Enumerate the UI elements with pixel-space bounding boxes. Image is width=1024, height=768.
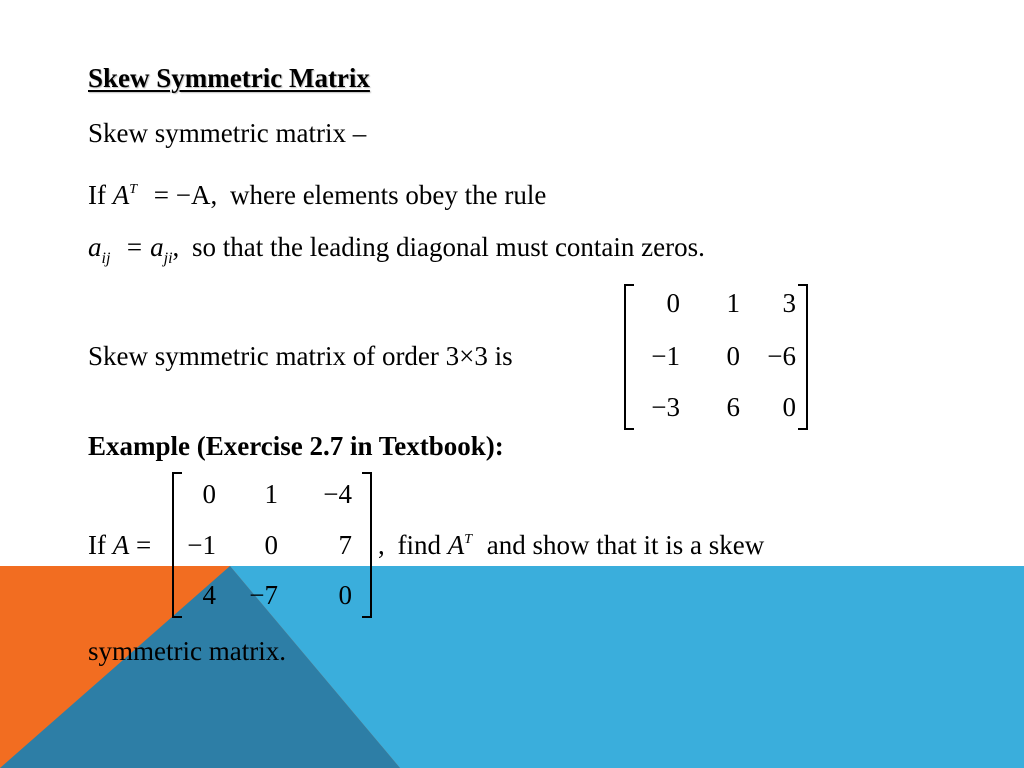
subscript-ij: ij	[101, 250, 111, 267]
matrix-cell: 0	[264, 530, 278, 560]
example-transpose-symbol: A	[447, 530, 465, 560]
example-if-word: If	[88, 530, 106, 560]
rule-comma: ,	[172, 232, 180, 262]
matrix-cell: 4	[202, 580, 216, 610]
matrix-cell: −6	[767, 341, 796, 371]
element-a: a	[88, 232, 102, 262]
rule-text: where elements obey the rule	[229, 180, 547, 210]
example-transpose-superscript: T	[464, 532, 473, 547]
example-comma: ,	[378, 530, 385, 560]
skew-matrix-3x3	[624, 284, 808, 430]
matrix-cell: −1	[651, 341, 680, 371]
example-equals: =	[135, 530, 152, 560]
matrix-left-bracket	[624, 284, 634, 430]
example-last-line: symmetric matrix.	[88, 636, 286, 666]
matrix-cell: 0	[338, 580, 352, 610]
matrix-cell: 0	[782, 392, 796, 422]
matrix-cell: −4	[323, 479, 352, 509]
subscript-ji: ji	[163, 250, 173, 267]
matrix-cell: 3	[782, 288, 796, 318]
matrix-cell: 1	[726, 288, 740, 318]
example-matrix-right-bracket	[362, 472, 372, 618]
find-word: find	[397, 530, 441, 560]
matrix-cell: 6	[726, 392, 740, 422]
element-equals: = a	[125, 232, 164, 262]
matrix-cell: 0	[726, 341, 740, 371]
diagonal-text: so that the leading diagonal must contain zeros.	[192, 232, 705, 262]
matrix-cell: 1	[264, 479, 278, 509]
matrix-right-bracket	[798, 284, 808, 430]
element-rule-line	[88, 232, 705, 267]
example-if	[88, 530, 151, 560]
example-matrix-symbol: A	[112, 530, 130, 560]
matrix-cell: 0	[666, 288, 680, 318]
matrix-cell: 0	[202, 479, 216, 509]
matrix-cell: 7	[338, 530, 352, 560]
negation-relation: = −A,	[153, 180, 218, 210]
transpose-superscript: T	[129, 182, 138, 197]
slide-title: Skew Symmetric Matrix	[88, 63, 370, 93]
example-heading: Example (Exercise 2.7 in Textbook):	[88, 431, 504, 461]
if-word: If	[88, 180, 106, 210]
matrix-cell: −3	[651, 392, 680, 422]
matrix-cell: −7	[249, 580, 278, 610]
matrix-symbol: A	[112, 180, 130, 210]
order-line: Skew symmetric matrix of order 3×3 is	[88, 341, 513, 371]
definition-line: Skew symmetric matrix –	[88, 118, 367, 148]
condition-line	[88, 180, 546, 216]
example-task	[378, 530, 764, 566]
matrix-cell: −1	[187, 530, 216, 560]
example-matrix-3x3	[172, 472, 372, 618]
task-text: and show that it is a skew	[486, 530, 765, 560]
